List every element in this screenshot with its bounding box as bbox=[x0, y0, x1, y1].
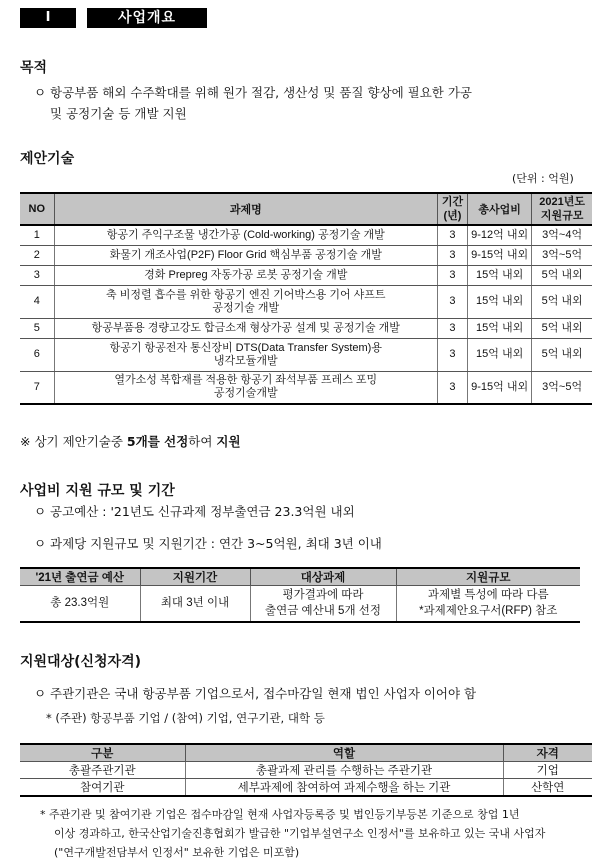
purpose-text bbox=[34, 83, 472, 103]
eligibility-line-1 bbox=[34, 684, 476, 704]
budget-line-2 bbox=[34, 534, 382, 554]
table-row bbox=[20, 318, 592, 338]
note-bold: 5개를 선정 bbox=[126, 434, 189, 449]
cell-total: 9-15억 내외 bbox=[468, 245, 532, 265]
cell-task: 항공부품용 경량고강도 합금소재 형상가공 설계 및 공정기술 개발 bbox=[54, 318, 437, 338]
purpose-line-1: 항공부품 해외 수주확대를 위해 원가 절감, 생산성 및 품질 향상에 필요한 가공 bbox=[50, 85, 473, 100]
cell-task: 화물기 개조사업(P2F) Floor Grid 핵심부품 공정기술 개발 bbox=[54, 245, 437, 265]
cell-budget: 총 23.3억원 bbox=[20, 586, 140, 622]
cell-scale: 과제별 특성에 따라 다름 *과제제안요구서(RFP) 참조 bbox=[396, 586, 580, 622]
cell-qual: 기업 bbox=[503, 762, 592, 779]
budget-line-1 bbox=[34, 502, 355, 522]
table-row bbox=[20, 265, 592, 285]
cell-no: 6 bbox=[20, 338, 54, 371]
table-row bbox=[20, 371, 592, 404]
header-qual: 자격 bbox=[503, 744, 592, 762]
cell-total: 15억 내외 bbox=[468, 318, 532, 338]
cell-type: 총괄주관기관 bbox=[20, 762, 185, 779]
header-role: 역할 bbox=[185, 744, 503, 762]
table-header-row bbox=[20, 568, 580, 586]
table-row bbox=[20, 338, 592, 371]
cell-no: 3 bbox=[20, 265, 54, 285]
header-type: 구분 bbox=[20, 744, 185, 762]
cell-period: 3 bbox=[437, 318, 467, 338]
cell-period: 3 bbox=[437, 371, 467, 404]
bullet-mark: ㅇ bbox=[34, 504, 47, 519]
header-total: 총사업비 bbox=[468, 193, 532, 225]
budget-table bbox=[20, 567, 580, 623]
cell-task: 축 비정렬 흡수를 위한 항공기 엔진 기어박스용 기어 샤프트 공정기술 개발 bbox=[54, 285, 437, 318]
proposal-table bbox=[20, 192, 592, 405]
cell-no: 5 bbox=[20, 318, 54, 338]
cell-total: 15억 내외 bbox=[468, 265, 532, 285]
bullet-mark: ㅇ bbox=[34, 85, 47, 100]
table-row bbox=[20, 586, 580, 622]
budget-line-2-text: 과제당 지원규모 및 지원기간 : 연간 3~5억원, 최대 3년 이내 bbox=[50, 536, 382, 551]
cell-support: 5억 내외 bbox=[532, 338, 592, 371]
header-scale: 지원규모 bbox=[396, 568, 580, 586]
cell-role: 세부과제에 참여하여 과제수행을 하는 기관 bbox=[185, 779, 503, 797]
header-support: 2021년도 지원규모 bbox=[532, 193, 592, 225]
header-period: 기간 (년) bbox=[437, 193, 467, 225]
cell-total: 15억 내외 bbox=[468, 338, 532, 371]
role-table bbox=[20, 743, 592, 797]
cell-period: 최대 3년 이내 bbox=[140, 586, 250, 622]
cell-no: 4 bbox=[20, 285, 54, 318]
eligibility-line-1-text: 주관기관은 국내 항공부품 기업으로서, 접수마감일 현재 법인 사업자 이어야 함 bbox=[50, 686, 477, 701]
note-bold-2: 지원 bbox=[216, 434, 241, 449]
footnote-line-3: ("연구개발전담부서 인정서" 보유한 기업은 미포함) bbox=[54, 846, 300, 859]
table-header-row bbox=[20, 744, 592, 762]
cell-support: 5억 내외 bbox=[532, 318, 592, 338]
cell-period: 3 bbox=[437, 245, 467, 265]
footnote-line-1: * 주관기관 및 참여기관 기업은 접수마감일 현재 사업자등록증 및 법인등기부등본 기준으로 창업 1년 bbox=[40, 808, 520, 821]
eligibility-heading: 지원대상(신청자격) bbox=[20, 654, 141, 670]
cell-total: 15억 내외 bbox=[468, 285, 532, 318]
section-number: Ⅰ bbox=[20, 8, 76, 28]
proposal-heading: 제안기술 bbox=[20, 151, 75, 167]
table-row bbox=[20, 779, 592, 797]
note-prefix: ※ 상기 제안기술중 bbox=[20, 434, 127, 449]
bullet-mark: ㅇ bbox=[34, 536, 47, 551]
note-mid: 하여 bbox=[188, 434, 217, 449]
header-period: 지원기간 bbox=[140, 568, 250, 586]
proposal-note bbox=[20, 432, 241, 450]
purpose-line-2: 및 공정기술 등 개발 지원 bbox=[50, 106, 187, 121]
header-no: NO bbox=[20, 193, 54, 225]
cell-total: 9-15억 내외 bbox=[468, 371, 532, 404]
cell-role: 총괄과제 관리를 수행하는 주관기관 bbox=[185, 762, 503, 779]
cell-no: 2 bbox=[20, 245, 54, 265]
table-row bbox=[20, 225, 592, 245]
bullet-mark: ㅇ bbox=[34, 686, 47, 701]
budget-line-1-text: 공고예산 : '21년도 신규과제 정부출연금 23.3억원 내외 bbox=[50, 504, 355, 519]
cell-no: 7 bbox=[20, 371, 54, 404]
cell-qual: 산학연 bbox=[503, 779, 592, 797]
cell-support: 3억~4억 bbox=[532, 225, 592, 245]
cell-target: 평가결과에 따라 출연금 예산내 5개 선정 bbox=[250, 586, 396, 622]
cell-support: 3억~5억 bbox=[532, 245, 592, 265]
cell-task: 열가소성 복합재를 적용한 항공기 좌석부품 프레스 포밍 공정기술개발 bbox=[54, 371, 437, 404]
cell-period: 3 bbox=[437, 225, 467, 245]
cell-support: 5억 내외 bbox=[532, 265, 592, 285]
cell-period: 3 bbox=[437, 285, 467, 318]
table-header-row bbox=[20, 193, 592, 225]
purpose-heading: 목적 bbox=[20, 60, 48, 76]
header-budget: '21년 출연금 예산 bbox=[20, 568, 140, 586]
cell-support: 5억 내외 bbox=[532, 285, 592, 318]
table-row bbox=[20, 245, 592, 265]
cell-task: 항공기 항공전자 통신장비 DTS(Data Transfer System)용 냉각모듈개발 bbox=[54, 338, 437, 371]
cell-task: 경화 Prepreg 자동가공 로봇 공정기술 개발 bbox=[54, 265, 437, 285]
cell-period: 3 bbox=[437, 265, 467, 285]
header-target: 대상과제 bbox=[250, 568, 396, 586]
table-row bbox=[20, 762, 592, 779]
cell-task: 항공기 주익구조물 냉간가공 (Cold-working) 공정기술 개발 bbox=[54, 225, 437, 245]
cell-no: 1 bbox=[20, 225, 54, 245]
cell-type: 참여기관 bbox=[20, 779, 185, 797]
eligibility-sub: * (주관) 항공부품 기업 / (참여) 기업, 연구기관, 대학 등 bbox=[46, 711, 325, 725]
section-title: 사업개요 bbox=[87, 8, 207, 28]
footnote-line-2: 이상 경과하고, 한국산업기술진흥협회가 발급한 "기업부설연구소 인정서"를 보유하고 있는 국내 사업자 bbox=[54, 827, 546, 840]
table-row bbox=[20, 285, 592, 318]
cell-period: 3 bbox=[437, 338, 467, 371]
budget-heading: 사업비 지원 규모 및 기간 bbox=[20, 483, 175, 499]
header-task: 과제명 bbox=[54, 193, 437, 225]
cell-total: 9-12억 내외 bbox=[468, 225, 532, 245]
unit-label: (단위 : 억원) bbox=[512, 172, 574, 185]
cell-support: 3억~5억 bbox=[532, 371, 592, 404]
